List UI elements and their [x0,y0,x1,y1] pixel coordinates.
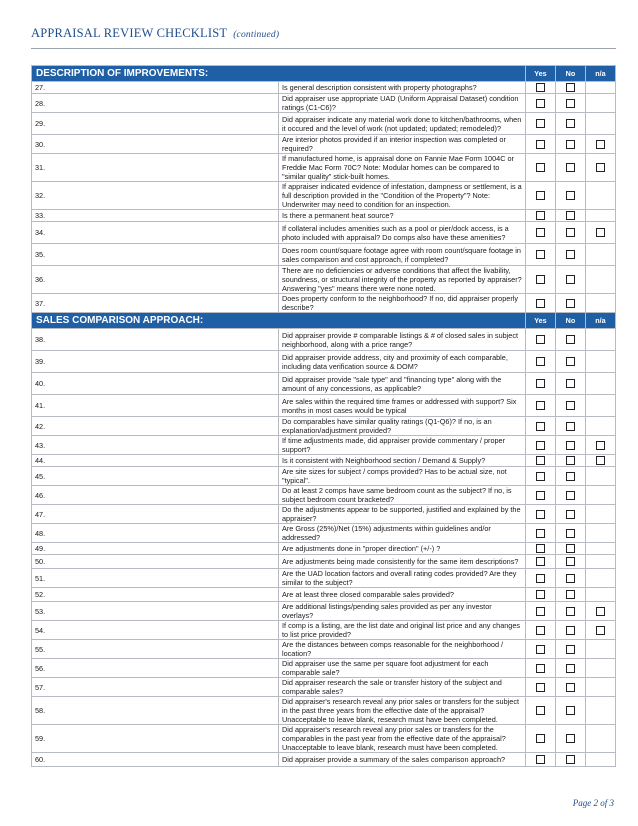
item-number: 33. [32,210,279,222]
yes-checkbox[interactable] [536,441,545,450]
item-number: 52. [32,588,279,602]
item-number: 59. [32,725,279,753]
section-heading: DESCRIPTION OF IMPROVEMENTS: [32,66,526,82]
no-checkbox[interactable] [566,228,575,237]
checklist-row [32,266,616,294]
item-number: 60. [32,753,279,767]
no-cell [555,697,585,725]
yes-cell [525,524,555,543]
checklist-row [32,505,616,524]
item-question: Does property conform to the neighborhood? If no, did appraiser properly describe? [278,294,525,313]
no-checkbox[interactable] [566,607,575,616]
yes-cell [525,135,555,154]
item-question: Does room count/square footage agree with room count/square footage in sales comparison and cost approach, if completed? [278,244,525,266]
yes-checkbox[interactable] [536,557,545,566]
checklist-row [32,329,616,351]
item-question: Did appraiser research the sale or transfer history of the subject and comparable sales? [278,678,525,697]
no-checkbox[interactable] [566,456,575,465]
no-checkbox[interactable] [566,250,575,259]
na-checkbox[interactable] [596,140,605,149]
item-question: If time adjustments made, did appraiser provide commentary / proper support? [278,436,525,455]
yes-checkbox[interactable] [536,683,545,692]
yes-checkbox[interactable] [536,335,545,344]
yes-cell [525,395,555,417]
no-checkbox[interactable] [566,211,575,220]
na-cell [585,621,615,640]
column-yes-label: Yes [525,313,555,329]
no-cell [555,753,585,767]
no-cell [555,395,585,417]
checklist-row [32,725,616,753]
checklist-row [32,486,616,505]
checklist-row [32,294,616,313]
item-number: 29. [32,113,279,135]
yes-checkbox[interactable] [536,607,545,616]
yes-cell [525,486,555,505]
no-checkbox[interactable] [566,335,575,344]
na-cell [585,266,615,294]
no-checkbox[interactable] [566,119,575,128]
no-cell [555,294,585,313]
no-checkbox[interactable] [566,275,575,284]
checklist-row [32,82,616,94]
no-cell [555,467,585,486]
na-cell [585,373,615,395]
yes-cell [525,588,555,602]
no-cell [555,351,585,373]
item-number: 32. [32,182,279,210]
yes-checkbox[interactable] [536,574,545,583]
na-cell [585,182,615,210]
yes-cell [525,266,555,294]
na-cell [585,486,615,505]
yes-checkbox[interactable] [536,734,545,743]
no-cell [555,417,585,436]
no-checkbox[interactable] [566,544,575,553]
yes-cell [525,602,555,621]
item-question: Are sales within the required time frames or addressed with support? Six months in most cases would be typical [278,395,525,417]
item-question: Do comparables have similar quality ratings (Q1-Q6)? If no, is an explanation/adjustment provided? [278,417,525,436]
item-number: 49. [32,543,279,555]
page-title [31,26,279,41]
yes-cell [525,210,555,222]
item-number: 40. [32,373,279,395]
no-checkbox[interactable] [566,683,575,692]
yes-checkbox[interactable] [536,645,545,654]
item-question: Are additional listings/pending sales provided as per any investor overlays? [278,602,525,621]
checklist-row [32,753,616,767]
item-number: 34. [32,222,279,244]
no-cell [555,455,585,467]
no-checkbox[interactable] [566,664,575,673]
checklist-row [32,154,616,182]
section-header [32,66,616,82]
yes-checkbox[interactable] [536,456,545,465]
item-question: Did appraiser use appropriate UAD (Uniform Appraisal Dataset) condition ratings (C1-C6)? [278,94,525,113]
item-question: If comp is a listing, are the list date and original list price and any changes to list price provided? [278,621,525,640]
na-cell [585,436,615,455]
item-number: 38. [32,329,279,351]
item-number: 41. [32,395,279,417]
yes-cell [525,467,555,486]
na-cell [585,659,615,678]
no-cell [555,505,585,524]
na-checkbox[interactable] [596,456,605,465]
no-checkbox[interactable] [566,379,575,388]
no-checkbox[interactable] [566,510,575,519]
yes-cell [525,640,555,659]
item-number: 56. [32,659,279,678]
no-checkbox[interactable] [566,163,575,172]
item-question: If appraiser indicated evidence of infestation, dampness or settlement, is a full description provided in the "Condition of the Property"? Note: Underwriter may need to condition for an inspection. [278,182,525,210]
checklist-row [32,467,616,486]
checklist-row [32,417,616,436]
checklist-row [32,524,616,543]
column-na-label: n/a [585,66,615,82]
item-question: Did appraiser provide a summary of the sales comparison approach? [278,753,525,767]
na-cell [585,329,615,351]
checklist-row [32,697,616,725]
item-question: There are no deficiencies or adverse conditions that affect the livability, soundness, or structural integrity of the property as reported by appraiser? Answering "yes" means there were none noted. [278,266,525,294]
na-cell [585,154,615,182]
column-yes-label: Yes [525,66,555,82]
yes-checkbox[interactable] [536,299,545,308]
yes-cell [525,244,555,266]
na-cell [585,395,615,417]
item-question: Did appraiser indicate any material work done to kitchen/bathrooms, when it occured and the level of work (not updated; updated; remodeled)? [278,113,525,135]
yes-checkbox[interactable] [536,472,545,481]
na-cell [585,82,615,94]
na-cell [585,294,615,313]
checklist-row [32,455,616,467]
yes-cell [525,82,555,94]
item-number: 31. [32,154,279,182]
yes-checkbox[interactable] [536,755,545,764]
na-cell [585,555,615,569]
no-checkbox[interactable] [566,357,575,366]
yes-cell [525,373,555,395]
yes-checkbox[interactable] [536,357,545,366]
item-question: Did appraiser provide # comparable listings & # of closed sales in subject neighborhood, along with a price range? [278,329,525,351]
item-number: 57. [32,678,279,697]
yes-cell [525,678,555,697]
no-cell [555,222,585,244]
item-number: 37. [32,294,279,313]
yes-cell [525,222,555,244]
item-question: Are adjustments being made consistently for the same item descriptions? [278,555,525,569]
item-number: 47. [32,505,279,524]
no-checkbox[interactable] [566,574,575,583]
checklist-row [32,602,616,621]
yes-checkbox[interactable] [536,422,545,431]
no-checkbox[interactable] [566,491,575,500]
yes-cell [525,294,555,313]
checklist-row [32,659,616,678]
item-number: 53. [32,602,279,621]
checklist-container [31,65,616,767]
yes-cell [525,182,555,210]
no-checkbox[interactable] [566,99,575,108]
yes-checkbox[interactable] [536,275,545,284]
yes-cell [525,113,555,135]
item-question: Are Gross (25%)/Net (15%) adjustments within guidelines and/or addressed? [278,524,525,543]
item-number: 48. [32,524,279,543]
column-no-label: No [555,66,585,82]
yes-checkbox[interactable] [536,529,545,538]
item-question: Do at least 2 comps have same bedroom count as the subject? If no, is subject bedroom count bracketed? [278,486,525,505]
na-checkbox[interactable] [596,607,605,616]
no-cell [555,113,585,135]
no-cell [555,640,585,659]
no-checkbox[interactable] [566,626,575,635]
item-question: If manufactured home, is appraisal done on Fannie Mae Form 1004C or Freddie Mac Form 70C? Note: Modular homes can be compared to "similar quality" stick-built homes. [278,154,525,182]
item-question: Did appraiser provide address, city and proximity of each comparable, including data verification source & DOM? [278,351,525,373]
no-cell [555,524,585,543]
no-checkbox[interactable] [566,706,575,715]
item-question: Are adjustments done in "proper direction" (+/-) ? [278,543,525,555]
item-question: Are at least three closed comparable sales provided? [278,588,525,602]
no-cell [555,486,585,505]
na-cell [585,135,615,154]
item-number: 51. [32,569,279,588]
na-cell [585,113,615,135]
checklist-row [32,555,616,569]
item-question: Did appraiser use the same per square foot adjustment for each comparable sale? [278,659,525,678]
no-cell [555,436,585,455]
no-cell [555,373,585,395]
no-checkbox[interactable] [566,83,575,92]
checklist-row [32,210,616,222]
checklist-row [32,182,616,210]
yes-checkbox[interactable] [536,163,545,172]
yes-checkbox[interactable] [536,99,545,108]
checklist-row [32,351,616,373]
no-cell [555,82,585,94]
na-cell [585,94,615,113]
na-cell [585,244,615,266]
no-checkbox[interactable] [566,734,575,743]
item-question: Are the UAD location factors and overall rating codes provided? Are they similar to the subject? [278,569,525,588]
na-cell [585,210,615,222]
yes-cell [525,659,555,678]
item-question: Is there a permanent heat source? [278,210,525,222]
no-cell [555,244,585,266]
yes-cell [525,329,555,351]
checklist-row [32,588,616,602]
section-header [32,313,616,329]
yes-checkbox[interactable] [536,590,545,599]
na-checkbox[interactable] [596,228,605,237]
item-number: 36. [32,266,279,294]
na-cell [585,678,615,697]
yes-cell [525,725,555,753]
na-cell [585,222,615,244]
yes-cell [525,543,555,555]
item-question: Do the adjustments appear to be supported, justified and explained by the appraiser? [278,505,525,524]
no-cell [555,329,585,351]
no-cell [555,182,585,210]
item-number: 42. [32,417,279,436]
no-checkbox[interactable] [566,140,575,149]
checklist-row [32,135,616,154]
item-number: 45. [32,467,279,486]
no-checkbox[interactable] [566,557,575,566]
yes-checkbox[interactable] [536,664,545,673]
item-question: Are site sizes for subject / comps provided? Has to be actual size, not "typical". [278,467,525,486]
checklist-row [32,373,616,395]
no-checkbox[interactable] [566,529,575,538]
na-cell [585,753,615,767]
na-cell [585,588,615,602]
item-question: Did appraiser provide "sale type" and "financing type" along with the amount of any concessions, as applicable? [278,373,525,395]
item-question: Are the distances between comps reasonable for the neighborhood / location? [278,640,525,659]
no-cell [555,543,585,555]
item-number: 44. [32,455,279,467]
page-number: Page 2 of 3 [572,798,614,808]
yes-cell [525,154,555,182]
no-cell [555,621,585,640]
yes-checkbox[interactable] [536,191,545,200]
no-checkbox[interactable] [566,191,575,200]
yes-checkbox[interactable] [536,228,545,237]
yes-cell [525,455,555,467]
item-number: 58. [32,697,279,725]
checklist-row [32,543,616,555]
yes-cell [525,569,555,588]
checklist-row [32,94,616,113]
yes-checkbox[interactable] [536,140,545,149]
no-cell [555,588,585,602]
column-na-label: n/a [585,313,615,329]
checklist-row [32,113,616,135]
checklist-row [32,678,616,697]
checklist-body [32,66,616,767]
na-cell [585,569,615,588]
item-question: If collateral includes amenities such as a pool or pier/dock access, is a photo included with appraisal? Do comps also have these amenities? [278,222,525,244]
no-checkbox[interactable] [566,755,575,764]
item-number: 50. [32,555,279,569]
yes-cell [525,697,555,725]
no-cell [555,569,585,588]
item-question: Is general description consistent with property photographs? [278,82,525,94]
na-cell [585,725,615,753]
yes-cell [525,436,555,455]
checklist-table [31,65,616,767]
na-cell [585,543,615,555]
yes-cell [525,94,555,113]
title-text: APPRAISAL REVIEW CHECKLIST [31,26,228,40]
na-cell [585,524,615,543]
item-question: Are interior photos provided if an interior inspection was completed or required? [278,135,525,154]
na-cell [585,467,615,486]
yes-checkbox[interactable] [536,706,545,715]
checklist-row [32,222,616,244]
no-checkbox[interactable] [566,422,575,431]
item-number: 43. [32,436,279,455]
na-cell [585,417,615,436]
yes-checkbox[interactable] [536,211,545,220]
yes-checkbox[interactable] [536,626,545,635]
yes-checkbox[interactable] [536,83,545,92]
no-cell [555,725,585,753]
item-number: 46. [32,486,279,505]
checklist-row [32,244,616,266]
title-divider [31,48,616,49]
no-cell [555,266,585,294]
item-number: 30. [32,135,279,154]
item-question: Did appraiser's research reveal any prior sales or transfers for the comparables in the past year from the effective date of the appraisal? Unacceptable to leave blank, research must have been completed. [278,725,525,753]
yes-cell [525,505,555,524]
item-question: Did appraiser's research reveal any prior sales or transfers for the subject in the past three years from the effective date of the appraisal? Unacceptable to leave blank, research must have been completed. [278,697,525,725]
na-cell [585,351,615,373]
yes-checkbox[interactable] [536,401,545,410]
item-number: 54. [32,621,279,640]
no-cell [555,659,585,678]
no-cell [555,602,585,621]
yes-cell [525,621,555,640]
no-cell [555,135,585,154]
checklist-row [32,640,616,659]
no-cell [555,94,585,113]
yes-checkbox[interactable] [536,250,545,259]
checklist-row [32,621,616,640]
na-checkbox[interactable] [596,163,605,172]
na-checkbox[interactable] [596,626,605,635]
no-checkbox[interactable] [566,299,575,308]
yes-cell [525,753,555,767]
item-number: 27. [32,82,279,94]
no-checkbox[interactable] [566,401,575,410]
section-heading: SALES COMPARISON APPROACH: [32,313,526,329]
item-number: 39. [32,351,279,373]
yes-checkbox[interactable] [536,510,545,519]
item-number: 35. [32,244,279,266]
checklist-row [32,569,616,588]
yes-cell [525,351,555,373]
yes-checkbox[interactable] [536,491,545,500]
no-cell [555,210,585,222]
no-checkbox[interactable] [566,645,575,654]
na-cell [585,602,615,621]
item-question: Is it consistent with Neighborhood section / Demand & Supply? [278,455,525,467]
no-cell [555,154,585,182]
yes-checkbox[interactable] [536,379,545,388]
no-cell [555,678,585,697]
yes-cell [525,555,555,569]
na-checkbox[interactable] [596,441,605,450]
no-checkbox[interactable] [566,472,575,481]
yes-checkbox[interactable] [536,119,545,128]
checklist-row [32,395,616,417]
item-number: 55. [32,640,279,659]
title-continued: (continued) [233,30,280,40]
no-cell [555,555,585,569]
yes-cell [525,417,555,436]
na-cell [585,455,615,467]
column-no-label: No [555,313,585,329]
yes-checkbox[interactable] [536,544,545,553]
na-cell [585,505,615,524]
item-number: 28. [32,94,279,113]
na-cell [585,640,615,659]
no-checkbox[interactable] [566,441,575,450]
checklist-row [32,436,616,455]
no-checkbox[interactable] [566,590,575,599]
na-cell [585,697,615,725]
